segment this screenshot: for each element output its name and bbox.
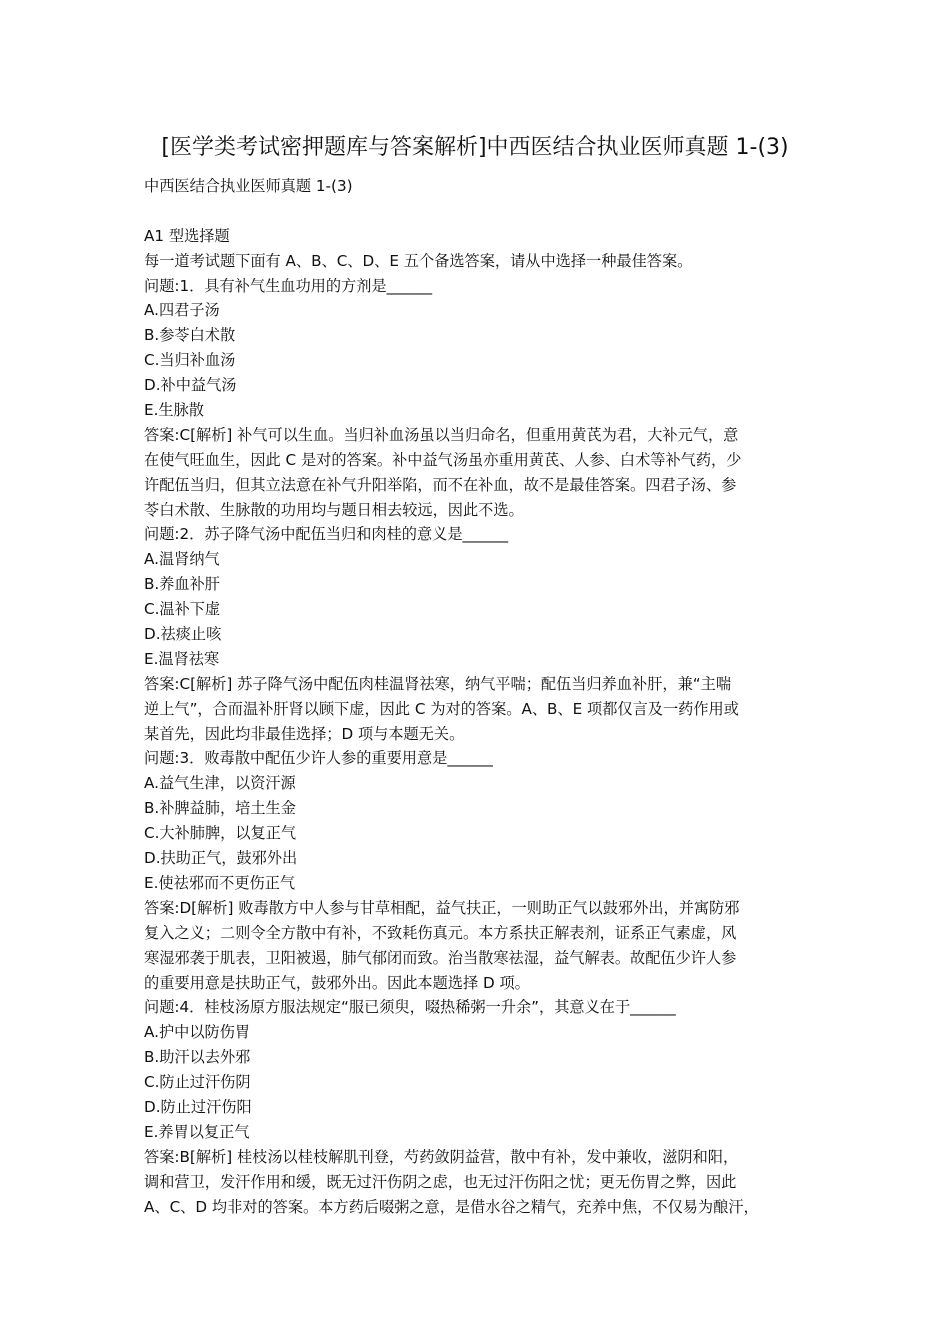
answer-option: A.温肾纳气	[144, 550, 220, 569]
document-body	[144, 174, 816, 1219]
answer-explanation-line: 复入之义；二则令全方散中有补，不致耗伤真元。本方系扶正解表剂，证系正气素虚，风	[144, 923, 737, 942]
answer-explanation-line: 苓白术散、生脉散的功用均与题日相去较远，因此不选。	[144, 500, 524, 519]
answer-option: D.祛痰止咳	[144, 625, 222, 644]
question-stem: 问题:2．苏子降气汤中配伍当归和肉桂的意义是______	[144, 525, 509, 544]
answer-option: A.护中以防伤胃	[144, 1023, 251, 1042]
answer-option: B.养血补肝	[144, 575, 220, 594]
document-title: [医学类考试密押题库与答案解析]中西医结合执业医师真题 1-(3)	[161, 135, 789, 160]
question-block	[144, 746, 816, 995]
document-subtitle: 中西医结合执业医师真题 1-(3)	[144, 177, 353, 195]
answer-option: C.温补下虚	[144, 600, 221, 619]
blank-line	[144, 199, 816, 224]
answer-option: E.使祛邪而不更伤正气	[144, 873, 296, 892]
answer-explanation-line: 答案:C[解析] 苏子降气汤中配伍肉桂温肾祛寒，纳气平喘；配伍当归养血补肝，兼“主喘	[144, 674, 732, 693]
answer-option: E.温肾祛寒	[144, 649, 220, 668]
answer-explanation-line: 逆上气”，合而温补肝肾以顾下虚，因此 C 为对的答案。A、B、E 项都仅言及一药作用或	[144, 699, 739, 718]
answer-option: D.补中益气汤	[144, 376, 237, 395]
answer-explanation-line: A、C、D 均非对的答案。本方药后啜粥之意，是借水谷之精气，充养中焦，不仅易为酿汗，	[144, 1197, 759, 1216]
answer-option: C.防止过汗伤阴	[144, 1073, 251, 1092]
answer-option: A.四君子汤	[144, 301, 220, 320]
answer-explanation-line: 的重要用意是扶助正气，鼓邪外出。因此本题选择 D 项。	[144, 973, 530, 992]
question-block	[144, 522, 816, 746]
answer-option: B.助汗以去外邪	[144, 1048, 251, 1067]
section-heading: A1 型选择题	[144, 226, 230, 245]
answer-explanation-line: 寒湿邪袭于肌表，卫阳被遏，肺气郁闭而致。治当散寒祛湿，益气解表。故配伍少许人参	[144, 948, 737, 967]
question-stem: 问题:4．桂枝汤原方服法规定“服已须臾，啜热稀粥一升余”，其意义在于______	[144, 998, 676, 1017]
answer-option: C.大补肺脾，以复正气	[144, 824, 297, 843]
answer-option: D.防止过汗伤阳	[144, 1097, 252, 1116]
answer-option: C.当归补血汤	[144, 351, 236, 370]
answer-option: E.养胃以复正气	[144, 1122, 250, 1141]
answer-option: D.扶助正气，鼓邪外出	[144, 849, 298, 868]
answer-option: B.参苓白术散	[144, 326, 236, 345]
question-stem: 问题:3．败毒散中配伍少许人参的重要用意是______	[144, 749, 493, 768]
answer-explanation-line: 答案:C[解析] 补气可以生血。当归补血汤虽以当归命名，但重用黄芪为君，大补元气，意	[144, 425, 739, 444]
answer-option: E.生脉散	[144, 401, 204, 420]
answer-explanation-line: 答案:B[解析] 桂枝汤以桂枝解肌刊登，芍药敛阴益营，散中有补，发中兼收，滋阴和阳，	[144, 1147, 739, 1166]
section-instruction: 每一道考试题下面有 A、B、C、D、E 五个备选答案，请从中选择一种最佳答案。	[144, 251, 693, 270]
question-block	[144, 274, 816, 523]
answer-explanation-line: 调和营卫，发汗作用和缓，既无过汗伤阴之虑，也无过汗伤阳之忧；更无伤胃之弊，因此	[144, 1172, 737, 1191]
answer-explanation-line: 某首先，因此均非最佳选择；D 项与本题无关。	[144, 724, 465, 743]
answer-option: A.益气生津，以资汗源	[144, 774, 296, 793]
answer-option: B.补脾益肺，培土生金	[144, 799, 296, 818]
answer-explanation-line: 在使气旺血生，因此 C 是对的答案。补中益气汤虽亦重用黄芪、人参、白术等补气药，少	[144, 450, 742, 469]
question-block	[144, 995, 816, 1219]
answer-explanation-line: 许配伍当归，但其立法意在补气升阳举陷，而不在补血，故不是最佳答案。四君子汤、参	[144, 475, 737, 494]
question-stem: 问题:1．具有补气生血功用的方剂是______	[144, 276, 433, 295]
answer-explanation-line: 答案:D[解析] 败毒散方中人参与甘草相配，益气扶正，一则助正气以鼓邪外出，并寓防邪	[144, 898, 740, 917]
